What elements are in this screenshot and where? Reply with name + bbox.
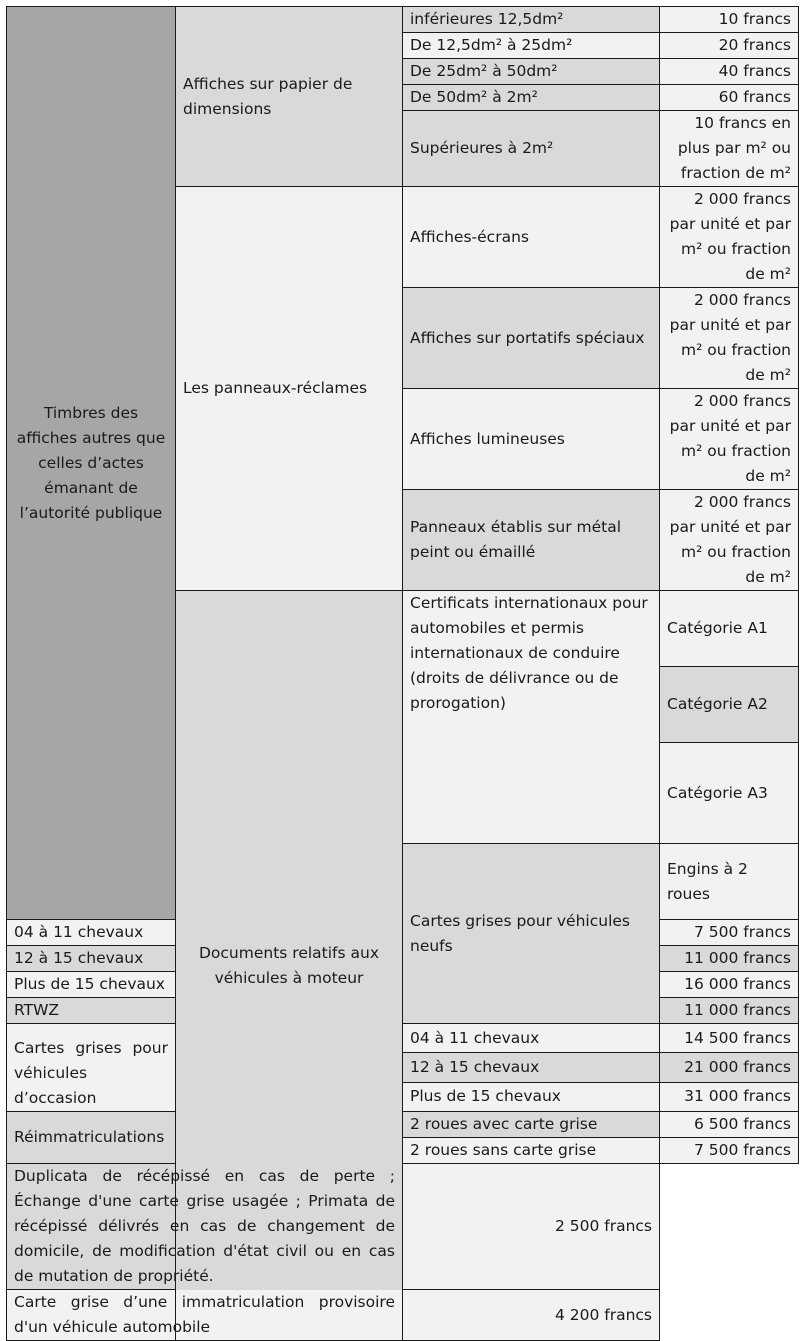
subcategory-reregistration: Réimmatriculations (7, 1112, 176, 1164)
price-cell: 7 500 francs (660, 920, 799, 946)
price-cell: 6 500 francs (660, 1112, 799, 1138)
duplicata-description: Duplicata de récépissé en cas de perte ; Échange d'une carte grise usagée ; Primata de récépissé délivrés en cas de changement de domicile, de modification d'état civil ou en cas de mutation de propriété. (7, 1164, 403, 1290)
price-cell: 2 000 francs par unité et par m² ou fraction de m² (660, 288, 799, 389)
table-row (7, 7, 799, 33)
item-cell: Catégorie A1 (660, 591, 799, 667)
price-cell: 10 francs (660, 7, 799, 33)
price-cell: 21 000 francs (660, 1053, 799, 1082)
subcategory-billboards: Les panneaux-réclames (176, 187, 403, 591)
item-cell: inférieures 12,5dm² (403, 7, 660, 33)
item-cell: Catégorie A2 (660, 667, 799, 743)
item-cell: Plus de 15 chevaux (7, 972, 176, 998)
item-cell: 12 à 15 chevaux (403, 1053, 660, 1082)
table-row (7, 1290, 799, 1341)
item-cell: Panneaux établis sur métal peint ou émaillé (403, 490, 660, 591)
price-cell: 14 500 francs (660, 1024, 799, 1053)
item-cell: De 25dm² à 50dm² (403, 59, 660, 85)
item-cell: Catégorie A3 (660, 743, 799, 844)
table-row (7, 1164, 799, 1290)
category-cell-vehicles: Documents relatifs aux véhicules à moteur (176, 591, 403, 1341)
price-cell: 2 000 francs par unité et par m² ou fraction de m² (660, 389, 799, 490)
price-cell: 10 francs en plus par m² ou fraction de m² (660, 111, 799, 187)
item-cell: 12 à 15 chevaux (7, 946, 176, 972)
item-cell: De 50dm² à 2m² (403, 85, 660, 111)
item-cell: 04 à 11 chevaux (403, 1024, 660, 1053)
item-cell: 2 roues sans carte grise (403, 1138, 660, 1164)
price-cell: 31 000 francs (660, 1082, 799, 1111)
item-cell: De 12,5dm² à 25dm² (403, 33, 660, 59)
item-cell: Affiches-écrans (403, 187, 660, 288)
price-cell: 11 000 francs (660, 946, 799, 972)
category-cell-posters: Timbres des affiches autres que celles d’actes émanant de l’autorité publique (7, 7, 176, 920)
price-cell: 2 000 francs par unité et par m² ou fraction de m² (660, 490, 799, 591)
subcategory-used-vehicle-registration: Cartes grises pour véhicules d’occasion (7, 1024, 176, 1112)
item-cell: 2 roues avec carte grise (403, 1112, 660, 1138)
price-cell: 7 500 francs (660, 1138, 799, 1164)
subcategory-international-certificates: Certificats internationaux pour automobiles et permis internationaux de conduire (droits de délivrance ou de prorogation) (403, 591, 660, 844)
item-cell: Affiches lumineuses (403, 389, 660, 490)
item-cell: Plus de 15 chevaux (403, 1082, 660, 1111)
price-cell: 11 000 francs (660, 998, 799, 1024)
subcategory-new-vehicle-registration: Cartes grises pour véhicules neufs (403, 844, 660, 1024)
provisional-registration-description: Carte grise d’une immatriculation provisoire d'un véhicule automobile (7, 1290, 403, 1341)
fee-schedule-table (6, 6, 799, 1341)
price-cell: 2 000 francs par unité et par m² ou fraction de m² (660, 187, 799, 288)
table-row (7, 1112, 799, 1138)
item-cell: Supérieures à 2m² (403, 111, 660, 187)
item-cell: 04 à 11 chevaux (7, 920, 176, 946)
item-cell: Engins à 2 roues (660, 844, 799, 920)
price-cell: 20 francs (660, 33, 799, 59)
table-row (7, 1024, 799, 1053)
price-cell: 40 francs (660, 59, 799, 85)
item-cell: RTWZ (7, 998, 176, 1024)
price-cell: 16 000 francs (660, 972, 799, 998)
price-cell: 60 francs (660, 85, 799, 111)
price-cell: 2 500 francs (403, 1164, 660, 1290)
item-cell: Affiches sur portatifs spéciaux (403, 288, 660, 389)
subcategory-paper-posters: Affiches sur papier de dimensions (176, 7, 403, 187)
price-cell: 4 200 francs (403, 1290, 660, 1341)
